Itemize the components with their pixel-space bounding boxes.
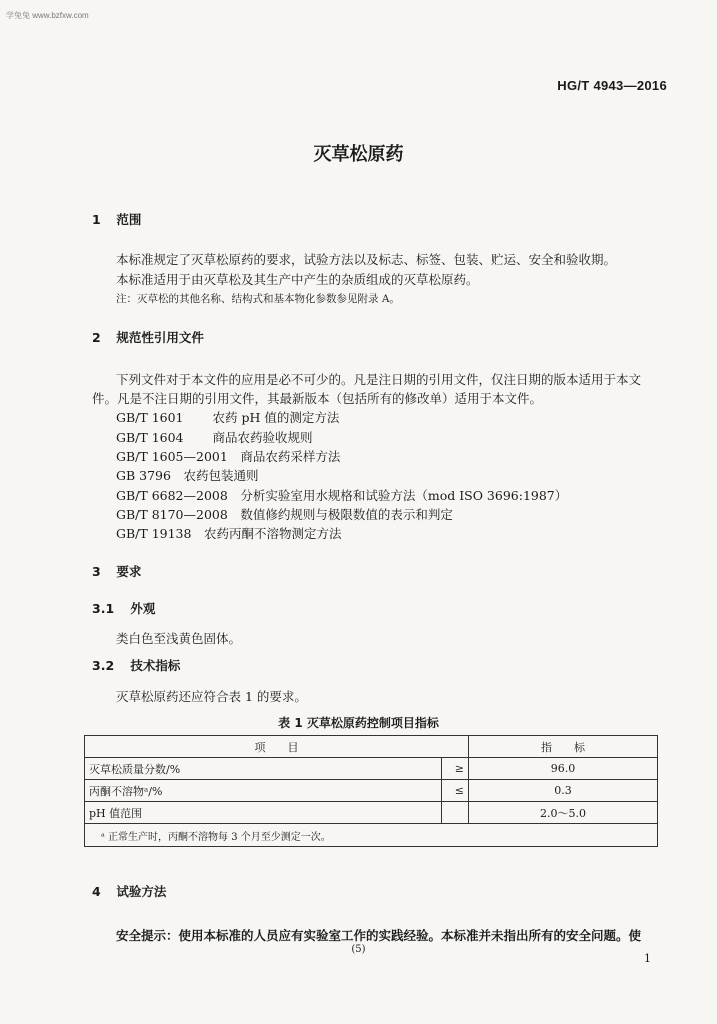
reference-item <box>116 524 342 542</box>
spec-text: 灭草松原药还应符合表 1 的要求。 <box>116 689 307 704</box>
row-value: 96.0 <box>469 758 658 780</box>
section-3-heading <box>92 562 141 580</box>
reference-code: GB/T 1604 <box>116 430 184 445</box>
section-title: 规范性引用文件 <box>116 330 204 345</box>
section-number: 2 <box>92 330 101 345</box>
header-item: 项 目 <box>85 736 469 758</box>
reference-item <box>116 466 259 484</box>
reference-code: GB/T 1605—2001 <box>116 449 228 464</box>
table-footnote: ᵃ 正常生产时，丙酮不溶物每 3 个月至少测定一次。 <box>85 824 658 847</box>
reference-title: 数值修约规则与极限数值的表示和判定 <box>240 507 453 522</box>
reference-title: 商品农药验收规则 <box>212 430 313 445</box>
header-index: 指 标 <box>469 736 658 758</box>
safety-notice: 安全提示：使用本标准的人员应有实验室工作的实践经验。本标准并未指出所有的安全问题。使 <box>116 928 642 943</box>
reference-title: 分析实验室用水规格和试验方法（mod ISO 3696:1987） <box>240 488 568 503</box>
section-3-1-heading <box>92 599 155 617</box>
section-title: 要求 <box>116 564 142 579</box>
appearance-text: 类白色至浅黄色固体。 <box>116 631 242 646</box>
table-row <box>85 758 658 780</box>
reference-item <box>116 447 340 465</box>
section-1-heading <box>92 210 141 228</box>
scope-paragraph-2: 本标准适用于由灭草松及其生产中产生的杂质组成的灭草松原药。 <box>116 272 479 287</box>
row-symbol: ≥ <box>442 758 469 780</box>
section-2-heading <box>92 328 204 346</box>
section-3-2-heading <box>92 656 180 674</box>
section-number: 3.1 <box>92 601 115 616</box>
row-item: pH 值范围 <box>85 802 442 824</box>
section-number: 3 <box>92 564 101 579</box>
watermark: 学兔兔 www.bzfxw.com <box>6 11 89 20</box>
section-title: 技术指标 <box>130 658 181 673</box>
section-number: 3.2 <box>92 658 115 673</box>
row-value: 0.3 <box>469 780 658 802</box>
row-value: 2.0～5.0 <box>469 802 658 824</box>
table-row <box>85 780 658 802</box>
row-item: 灭草松质量分数/% <box>85 758 442 780</box>
reference-title: 农药 pH 值的测定方法 <box>212 410 340 425</box>
page-number-center: (5) <box>351 944 366 955</box>
section-title: 范围 <box>116 212 142 227</box>
row-item: 丙酮不溶物ᵃ/% <box>85 780 442 802</box>
refs-intro-line-2: 件。凡是不注日期的引用文件，其最新版本（包括所有的修改单）适用于本文件。 <box>92 391 543 406</box>
table-footnote-row <box>85 824 658 847</box>
reference-item <box>116 428 313 446</box>
page-number: 1 <box>644 952 651 965</box>
reference-item <box>116 486 567 504</box>
reference-code: GB/T 8170—2008 <box>116 507 228 522</box>
refs-intro-line-1: 下列文件对于本文件的应用是必不可少的。凡是注日期的引用文件，仅注日期的版本适用于本文 <box>116 372 642 387</box>
row-symbol: ≤ <box>442 780 469 802</box>
section-number: 1 <box>92 212 101 227</box>
section-title: 外观 <box>130 601 156 616</box>
table-row <box>85 802 658 824</box>
section-4-heading <box>92 882 166 900</box>
reference-code: GB/T 1601 <box>116 410 184 425</box>
spec-table <box>84 735 658 847</box>
row-symbol <box>442 802 469 824</box>
section-title: 试验方法 <box>116 884 167 899</box>
standard-number: HG/T 4943—2016 <box>557 78 667 93</box>
scope-note: 注：灭草松的其他名称、结构式和基本物化参数参见附录 A。 <box>116 293 400 305</box>
reference-item <box>116 408 339 426</box>
reference-code: GB 3796 <box>116 468 171 483</box>
table-caption: 表 1 灭草松原药控制项目指标 <box>278 716 439 730</box>
reference-item <box>116 505 453 523</box>
reference-title: 农药丙酮不溶物测定方法 <box>203 526 342 541</box>
reference-code: GB/T 19138 <box>116 526 192 541</box>
table-header-row <box>85 736 658 758</box>
document-title: 灭草松原药 <box>313 144 404 165</box>
reference-title: 商品农药采样方法 <box>240 449 341 464</box>
scope-paragraph-1: 本标准规定了灭草松原药的要求，试验方法以及标志、标签、包装、贮运、安全和验收期。 <box>116 252 617 267</box>
section-number: 4 <box>92 884 101 899</box>
reference-title: 农药包装通则 <box>183 468 259 483</box>
reference-code: GB/T 6682—2008 <box>116 488 228 503</box>
